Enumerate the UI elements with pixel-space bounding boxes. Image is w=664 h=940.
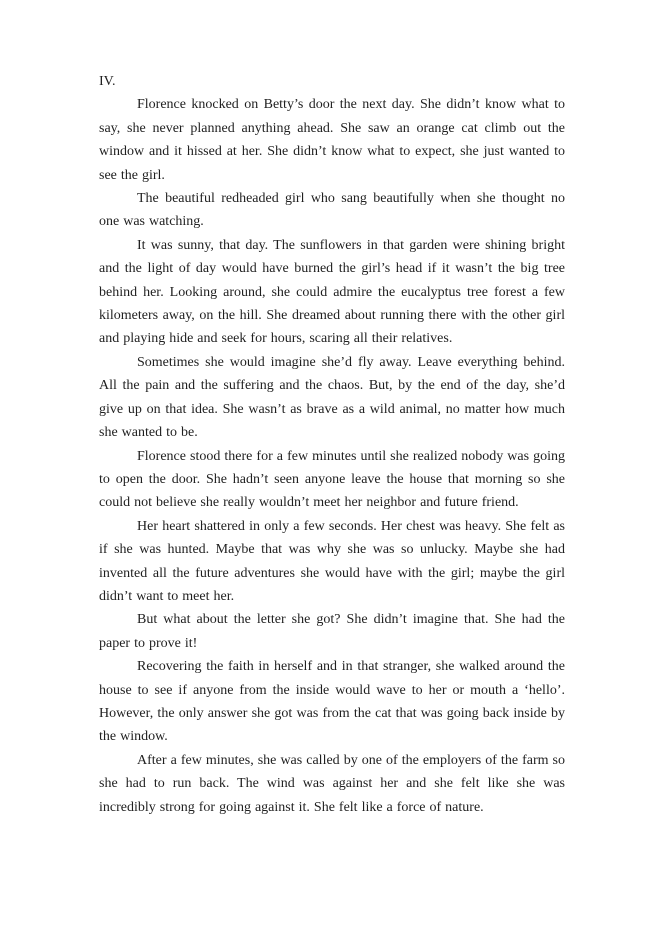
paragraph: Sometimes she would imagine she’d fly away. Leave everything behind. All the pain and the suffering and the chaos. But, by the end of the day, she’d give up on that idea. She wasn’t as brave as a wild animal, no matter how much she wanted to be. <box>99 354 565 441</box>
story-body <box>99 93 565 819</box>
paragraph: Florence knocked on Betty’s door the next day. She didn’t know what to say, she never planned anything ahead. She saw an orange cat climb out the window and it hissed at her. She didn’t know what to expect, she just wanted to see the girl. <box>99 97 565 183</box>
paragraph: After a few minutes, she was called by one of the employers of the farm so she had to run back. The wind was against her and she felt like she was incredibly strong for going against it. She felt like a force of nature. <box>99 752 565 815</box>
paragraph: Recovering the faith in herself and in that stranger, she walked around the house to see if anyone from the inside would wave to her or mouth a ‘hello’. However, the only answer she got was from the cat that was going back inside by the window. <box>99 659 565 745</box>
paragraph: It was sunny, that day. The sunflowers in that garden were shining bright and the light of day would have burned the girl’s head if it wasn’t the big tree behind her. Looking around, she could admire the eucalyptus tree forest a few kilometers away, on the hill. She dreamed about running there with the other girl and playing hide and seek for hours, scaring all their relatives. <box>99 237 565 347</box>
section-heading: IV. <box>99 74 116 89</box>
paragraph: The beautiful redheaded girl who sang beautifully when she thought no one was watching. <box>99 191 565 230</box>
paragraph: Her heart shattered in only a few seconds. Her chest was heavy. She felt as if she was hunted. Maybe that was why she was so unlucky. Maybe she had invented all the future adventures she would have with the girl; maybe the girl didn’t want to meet her. <box>99 518 565 604</box>
paragraph: Florence stood there for a few minutes until she realized nobody was going to open the door. She hadn’t seen anyone leave the house that morning so she could not believe she really wouldn’t meet her neighbor and future friend. <box>99 448 565 511</box>
paragraph: But what about the letter she got? She didn’t imagine that. She had the paper to prove it! <box>99 612 565 651</box>
